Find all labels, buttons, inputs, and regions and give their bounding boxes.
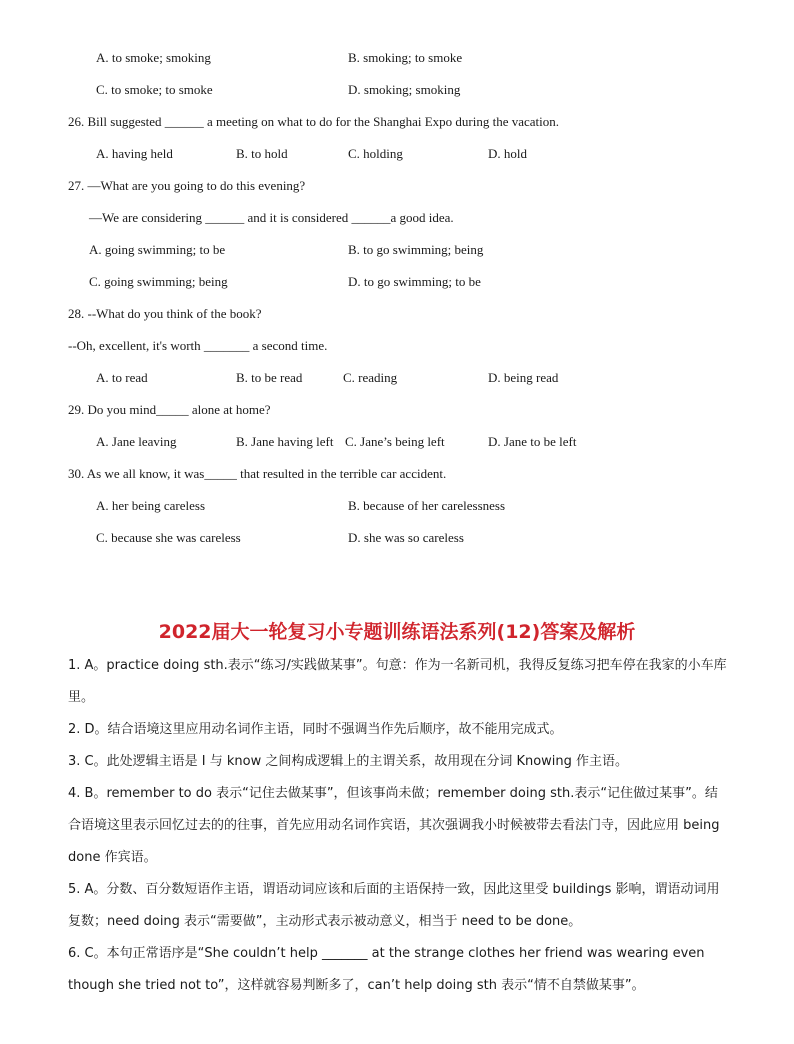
q28-option-b: B. to be read [236,370,303,385]
q26-stem: 26. Bill suggested ______ a meeting on what to do for the Shanghai Expo during the vacation. [68,114,560,129]
answer-1: 1. A。practice doing sth.表示“练习/实践做某事”。句意：作为一名新司机，我得反复练习把车停在我家的小车库里。 [68,658,727,705]
q25-option-b: B. smoking; to smoke [348,50,463,65]
q27-option-d: D. to go swimming; to be [348,274,481,289]
q28-option-d: D. being read [488,370,559,385]
q27-stem-line1: 27. —What are you going to do this evening? [68,178,306,193]
q26-option-b: B. to hold [236,146,288,161]
q25-option-d: D. smoking; smoking [348,82,461,97]
q25-option-c: C. to smoke; to smoke [96,82,213,97]
q29-option-b: B. Jane having left [236,434,334,449]
q28-option-c: C. reading [343,370,398,385]
answer-6: 6. C。本句正常语序是“She couldn’t help _______ at the strange clothes her friend was wearing even though she tried not to”，这样就容易判断多了，can’t help doing sth 表示“情不自禁做某事”。 [68,946,705,993]
q26-option-a: A. having held [96,146,173,161]
answer-2: 2. D。结合语境这里应用动名词作主语，同时不强调当作先后顺序，故不能用完成式。 [68,722,563,737]
q30-option-b: B. because of her carelessness [348,498,506,513]
q28-option-a: A. to read [96,370,148,385]
q28-stem-line2: --Oh, excellent, it's worth _______ a second time. [68,338,328,353]
answer-4: 4. B。remember to do 表示“记住去做某事”，但该事尚未做；remember doing sth.表示“记住做过某事”。结合语境这里表示回忆过去的的往事，首先应用动名词作宾语，其次强调我小时候被带去看法门寺，因此应用 being done 作宾语。 [68,786,720,865]
q30-option-d: D. she was so careless [348,530,464,545]
q25-option-a: A. to smoke; smoking [96,50,211,65]
q29-option-d: D. Jane to be left [488,434,577,449]
answers-title: 2022届大一轮复习小专题训练语法系列(12)答案及解析 [158,621,636,643]
q27-stem-line2: —We are considering ______ and it is considered ______a good idea. [89,210,454,225]
q30-option-a: A. her being careless [96,498,206,513]
q28-stem-line1: 28. --What do you think of the book? [68,306,262,321]
q29-option-a: A. Jane leaving [96,434,177,449]
q27-option-b: B. to go swimming; being [348,242,484,257]
q30-stem: 30. As we all know, it was_____ that resulted in the terrible car accident. [68,466,447,481]
answer-5: 5. A。分数、百分数短语作主语，谓语动词应该和后面的主语保持一致，因此这里受 buildings 影响，谓语动词用复数；need doing 表示“需要做”，主动形式表示被动意义，相当于 need to be done。 [68,882,720,929]
q26-option-c: C. holding [348,146,403,161]
q27-option-a: A. going swimming; to be [89,242,226,257]
q26-option-d: D. hold [488,146,527,161]
q27-option-c: C. going swimming; being [89,274,228,289]
q30-option-c: C. because she was careless [96,530,241,545]
answer-3: 3. C。此处逻辑主语是 I 与 know 之间构成逻辑上的主谓关系，故用现在分词 Knowing 作主语。 [68,754,629,769]
q29-option-c: C. Jane’s being left [345,434,445,449]
q29-stem: 29. Do you mind_____ alone at home? [68,402,271,417]
